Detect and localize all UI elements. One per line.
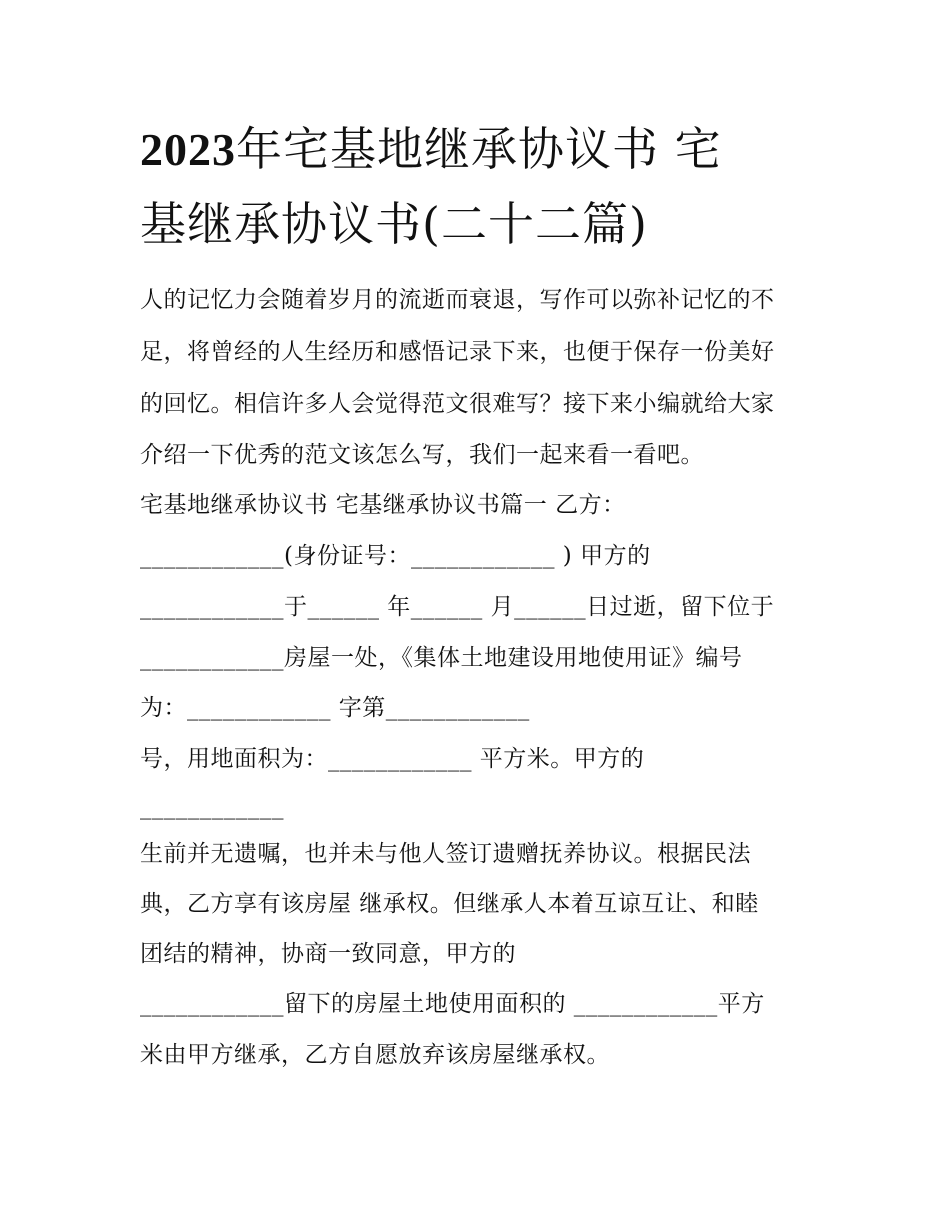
agreement-line-3: ____________房屋一处，《集体土地建设用地使用证》编号 xyxy=(140,645,743,671)
agreement-line-2: ____________于______ 年______ 月______日过逝，留下位于 xyxy=(140,594,775,620)
agreement-line-6: ____________ xyxy=(140,794,284,820)
intro-line-2: 足，将曾经的人生经历和感悟记录下来，也便于保存一份美好 xyxy=(140,339,775,365)
intro-line-3: 的回忆。相信许多人会觉得范文很难写？接下来小编就给大家 xyxy=(140,391,775,417)
agreement-line-5: 号，用地面积为：____________ 平方米。甲方的 xyxy=(140,746,645,772)
agreement-line-10: ____________留下的房屋土地使用面积的 ____________平方 xyxy=(140,991,765,1017)
intro-line-1: 人的记忆力会随着岁月的流逝而衰退，写作可以弥补记忆的不 xyxy=(140,287,775,313)
title-line1-text: 年宅基地继承协议书 宅 xyxy=(236,122,722,176)
agreement-line-11: 米由甲方继承，乙方自愿放弃该房屋继承权。 xyxy=(140,1042,610,1068)
agreement-line-8: 典，乙方享有该房屋 继承权。但继承人本着互谅互让、和睦 xyxy=(140,891,759,917)
title-year: 2023 xyxy=(140,124,236,175)
agreement-line-1: ____________(身份证号：____________ ) 甲方的 xyxy=(140,543,651,569)
title-line2-text: 基继承协议书(二十二篇) xyxy=(140,197,648,251)
intro-line-4: 介绍一下优秀的范文该怎么写，我们一起来看一看吧。 xyxy=(140,442,704,468)
agreement-line-9: 团结的精神，协商一致同意，甲方的 xyxy=(140,941,516,967)
agreement-line-4: 为：____________ 字第____________ xyxy=(140,695,530,721)
agreement-line-7: 生前并无遗嘱，也并未与他人签订遗赠抚养协议。根据民法 xyxy=(140,841,751,867)
document-title xyxy=(140,112,820,261)
section-heading-line: 宅基地继承协议书 宅基继承协议书篇一 乙方： xyxy=(140,492,626,518)
